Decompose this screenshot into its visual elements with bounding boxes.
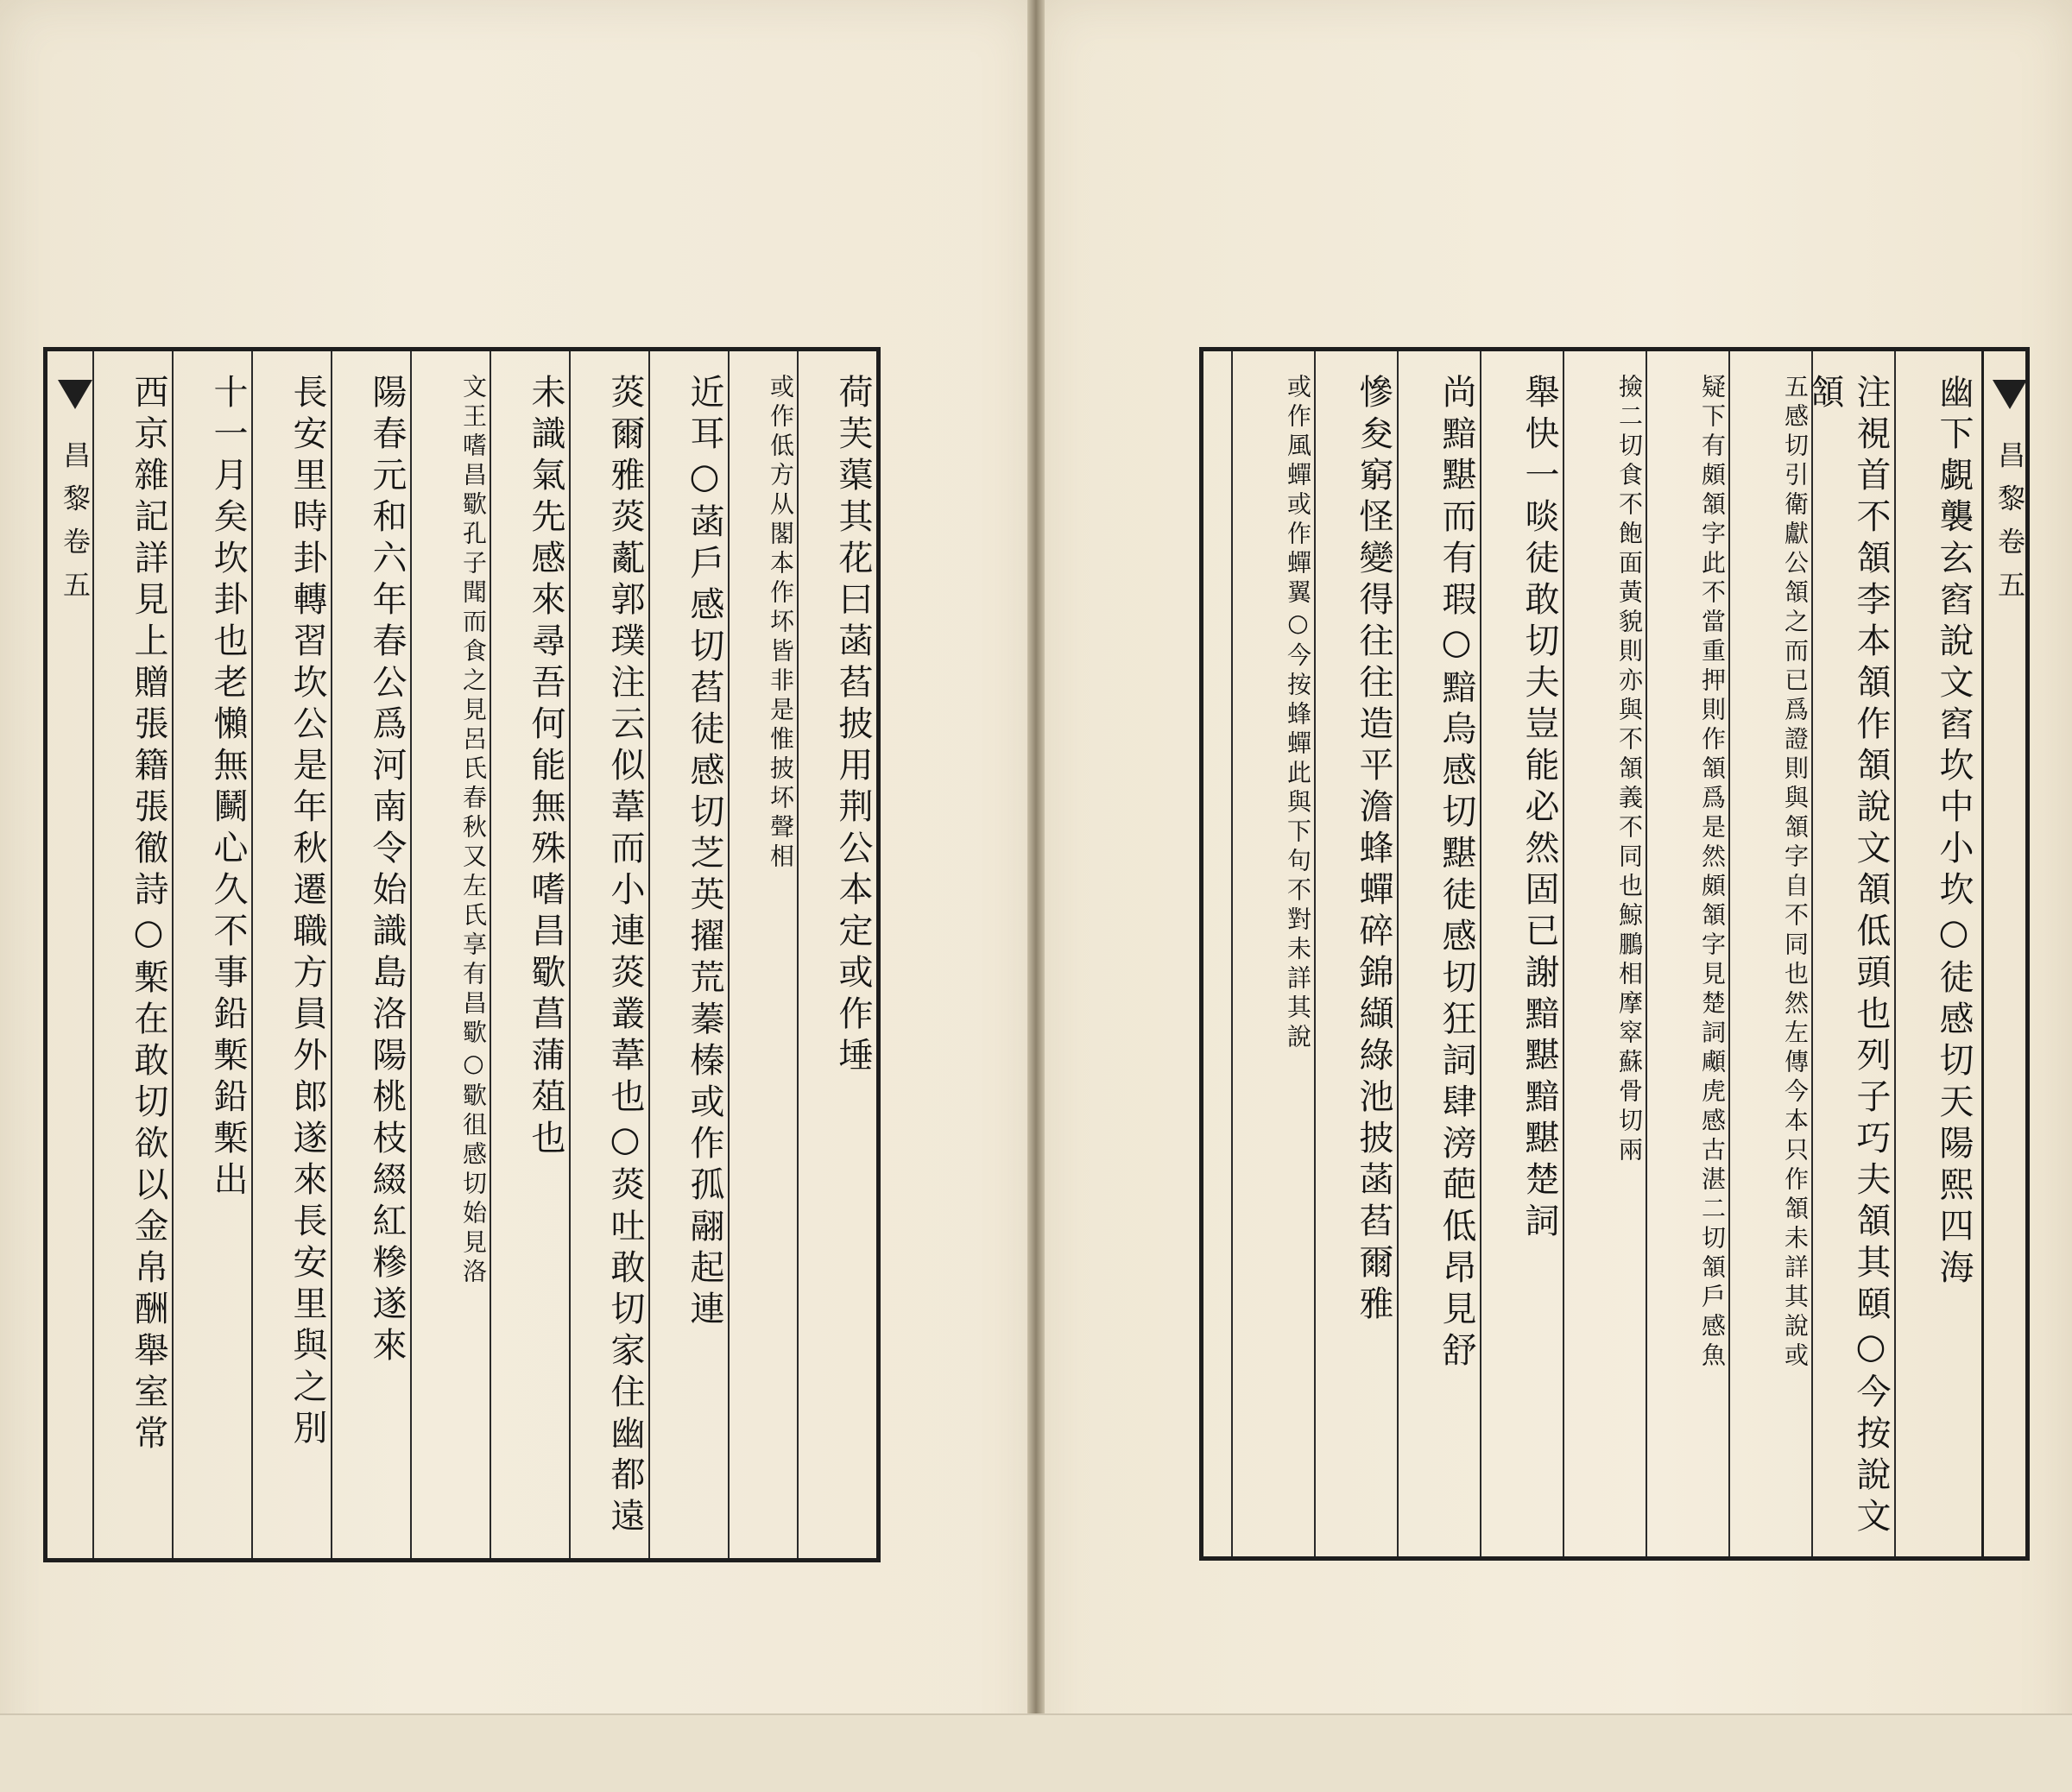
right-text-frame xyxy=(1199,347,2030,1561)
text-column: 或作低方从閣本作坏皆非是惟披坏聲相 xyxy=(728,351,797,1558)
text-column: 西京雜記詳見上贈張籍張徹詩○槧在敢切欲以金帛酬舉室常 xyxy=(92,351,172,1558)
text-column: 五感切引衛獻公頷之而已爲證則與頷字自不同也然左傳今本只作頷未詳其說或 xyxy=(1728,351,1811,1556)
text-column: 幽下覷襲玄窞說文窞坎中小坎○徒感切天陽熙四海 xyxy=(1894,351,1977,1556)
text-column: 陽春元和六年春公爲河南令始識島洛陽桃枝綴紅糝遂來 xyxy=(331,351,410,1558)
book-gutter xyxy=(1027,0,1045,1790)
text-column: 長安里時卦轉習坎公是年秋遷職方員外郎遂來長安里與之別 xyxy=(251,351,331,1558)
fishtail-mark xyxy=(58,380,92,409)
fold-margin-strip xyxy=(43,347,95,1561)
text-column: 注視首不頷李本頷作頷說文頷低頭也列子巧夫頷其頤○今按說文頷 xyxy=(1811,351,1894,1556)
bottom-sheet xyxy=(0,1713,2072,1792)
text-column: 舉快一啖徒敢切夫豈能必然固已謝黯黮黯黮楚詞 xyxy=(1480,351,1563,1556)
text-column: 文王嗜昌歜孔子聞而食之見呂氏春秋又左氏享有昌歜○歜徂感切始見洛 xyxy=(410,351,490,1558)
text-column: 近耳○菡戶感切萏徒感切芝英擢荒蓁榛或作孤翮起連 xyxy=(648,351,728,1558)
text-column: 慘夋窮怪變得往往造平澹蜂蟬碎錦纈綠池披菡萏爾雅 xyxy=(1314,351,1397,1556)
fishtail-mark xyxy=(1993,380,2027,409)
text-column: 十一月矣坎卦也老懶無鬭心久不事鉛槧鉛槧出 xyxy=(172,351,251,1558)
margin-label: 昌黎卷五 xyxy=(1993,440,2026,614)
text-column: 未識氣先感來尋吾何能無殊嗜昌歜菖蒲葅也 xyxy=(490,351,569,1558)
text-column: 或作風蟬或作蟬翼○今按蜂蟬此與下句不對未詳其說 xyxy=(1231,351,1314,1556)
text-column: 疑下有頗頷字此不當重押則作頷爲是然頗頷字見楚詞顑虎感古湛二切頷戶感魚 xyxy=(1646,351,1728,1556)
margin-label: 昌黎卷五 xyxy=(59,440,92,614)
text-column: 尚黯黮而有瑕○黯烏感切黮徒感切狂詞肆滂葩低昂見舒 xyxy=(1397,351,1480,1556)
text-column: 菼爾雅菼薍郭璞注云似葦而小連菼叢葦也○菼吐敢切家住幽都遠 xyxy=(569,351,648,1558)
text-column: 荷芙蕖其花曰菡萏披用荆公本定或作埵 xyxy=(797,351,876,1558)
text-column: 撿二切食不飽面黃貌則亦與不頷義不同也鯨鵬相摩窣蘇骨切兩 xyxy=(1563,351,1646,1556)
left-text-frame xyxy=(43,347,881,1562)
fold-margin-strip xyxy=(1981,347,2030,1561)
